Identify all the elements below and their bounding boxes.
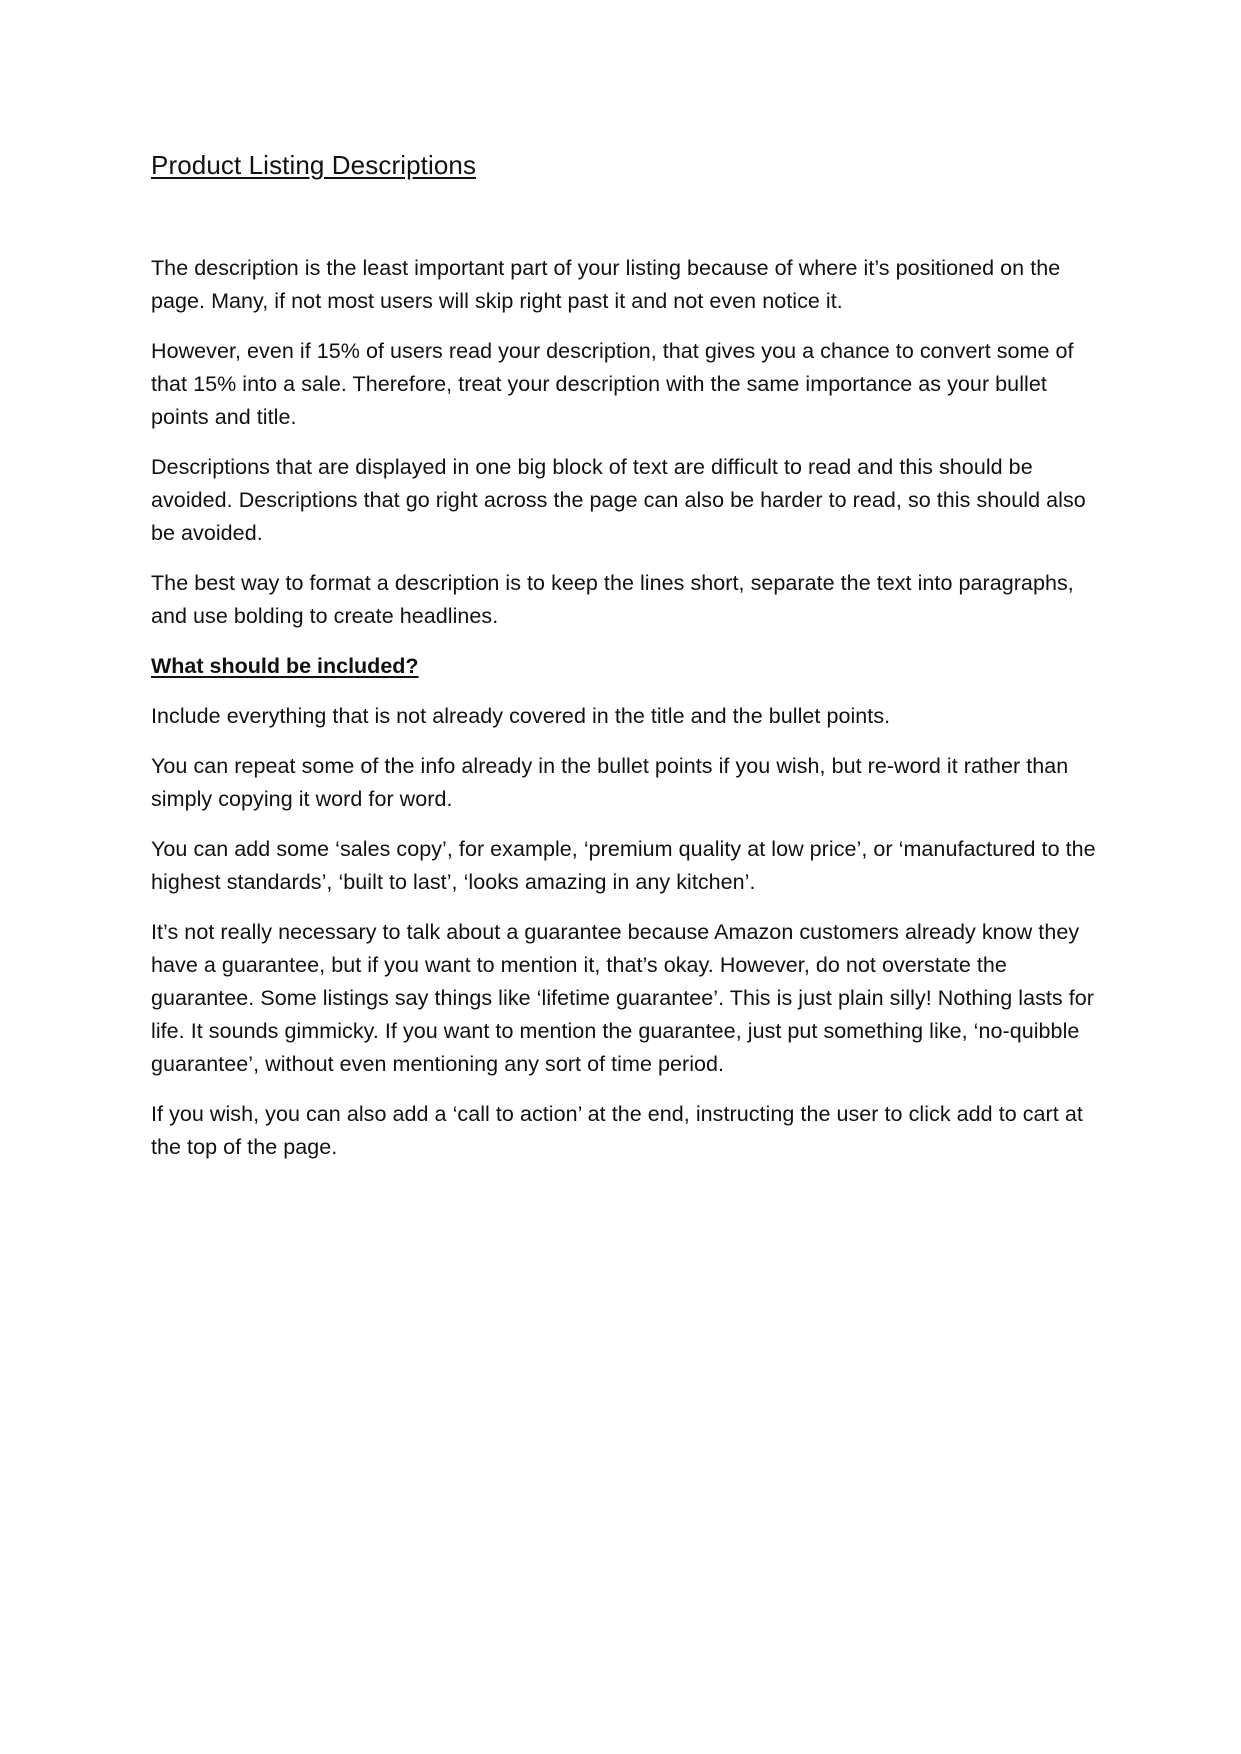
paragraph: It’s not really necessary to talk about a guarantee because Amazon customers already know they have a guarantee, but if you want to mention it, that’s okay. However, do not overstate the guarantee. Some listings say things like ‘lifetime guarantee’. This is just plain silly! Nothing lasts for life. It sounds gimmicky. If you want to mention the guarantee, just put something like, ‘no-quibble guarantee’, without even mentioning any sort of time period. bbox=[151, 920, 1094, 1076]
paragraph: However, even if 15% of users read your description, that gives you a chance to convert some of that 15% into a sale. Therefore, treat your description with the same importance as your bullet points and title. bbox=[151, 339, 1074, 429]
paragraph: You can add some ‘sales copy’, for example, ‘premium quality at low price’, or ‘manufactured to the highest standards’, ‘built to last’, ‘looks amazing in any kitchen’. bbox=[151, 837, 1096, 894]
page-title: Product Listing Descriptions bbox=[151, 150, 477, 180]
paragraph: Include everything that is not already covered in the title and the bullet points. bbox=[151, 704, 891, 728]
document-body bbox=[151, 148, 1101, 1181]
section-heading: What should be included? bbox=[151, 654, 419, 678]
paragraph: The description is the least important part of your listing because of where it’s positioned on the page. Many, if not most users will skip right past it and not even notice it. bbox=[151, 256, 1061, 313]
paragraph: You can repeat some of the info already in the bullet points if you wish, but re-word it rather than simply copying it word for word. bbox=[151, 754, 1069, 811]
paragraph: Descriptions that are displayed in one big block of text are difficult to read and this should be avoided. Descriptions that go right across the page can also be harder to read, so this should also be avoided. bbox=[151, 455, 1086, 545]
paragraph: The best way to format a description is to keep the lines short, separate the text into paragraphs, and use bolding to create headlines. bbox=[151, 571, 1074, 628]
paragraph: If you wish, you can also add a ‘call to action’ at the end, instructing the user to click add to cart at the top of the page. bbox=[151, 1102, 1083, 1159]
